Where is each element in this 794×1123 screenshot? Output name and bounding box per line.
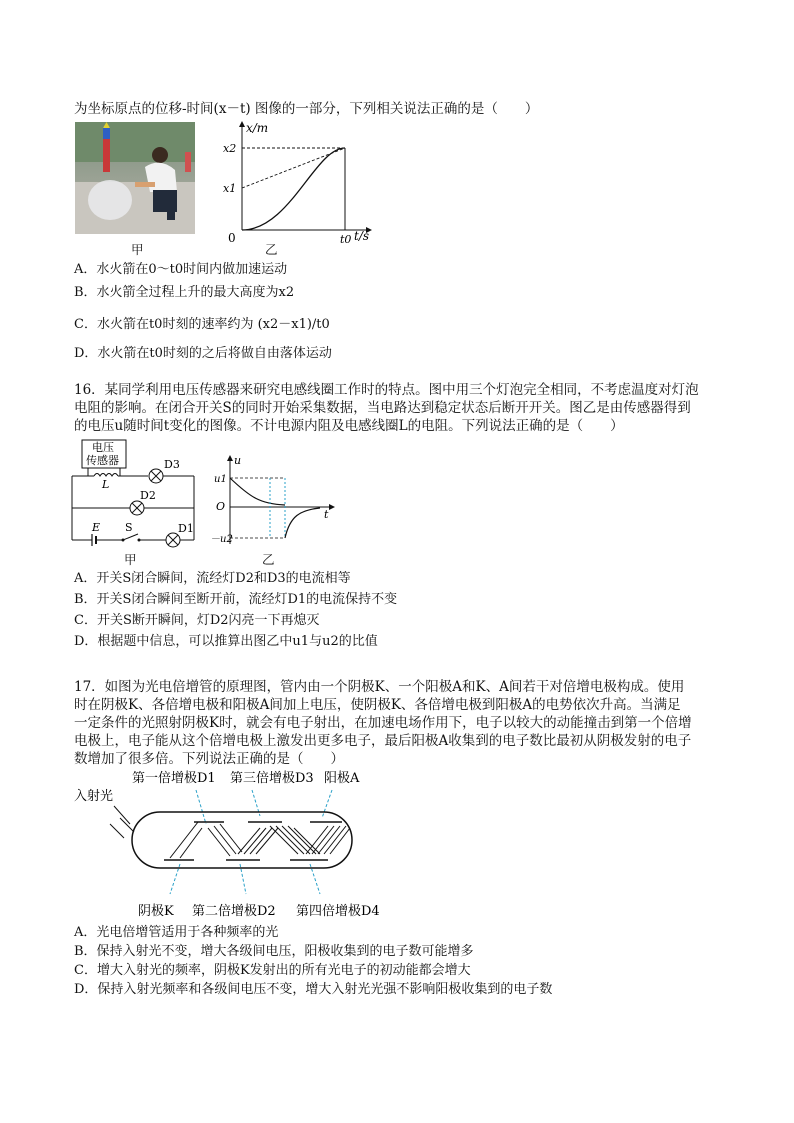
sensor-label-2: 传感器 [86,454,119,467]
origin-label: O [216,500,226,513]
y-axis-label: x/m [246,121,269,135]
q16-stem-line2: 电阻的影响。在闭合开关S的同时开始采集数据，当电路达到稳定状态后断开开关。图乙是由传感器得到 [74,400,691,416]
q17-option-d[interactable]: D．保持入射光频率和各级间电压不变，增大入射光光强不影响阳极收集到的电子数 [74,982,553,997]
source-label: E [92,521,101,534]
q17-stem-line4: 电极上，电子能从这个倍增电极上激发出更多电子，最后阳极A收集到的电子数比最初从阴极发射的电子 [74,733,692,749]
inductor-label: L [102,478,110,491]
q16-ut-graph [210,452,340,548]
q17-stem-line2: 时在阴极K、各倍增电极和阳极A间加上电压，使阴极K、各倍增电极到阳极A的电势依次升高。当满足 [74,697,681,713]
label-d3: 第三倍增极D3 [230,771,314,786]
y-tick-x1: x1 [223,182,237,195]
switch-s [123,534,138,540]
q17-stem-line1: 17．如图为光电倍增管的原理图，管内由一个阴极K、一个阳极A和K、A间若干对倍增电极构成。使用 [74,679,685,695]
lamp-d2-label: D2 [140,489,156,502]
label-d2: 第二倍增极D2 [192,904,276,919]
q16-option-a[interactable]: A．开关S闭合瞬间，流经灯D2和D3的电流相等 [74,571,351,586]
q15-fig-a-caption: 甲 [131,242,144,257]
q15-xt-graph [220,118,380,248]
q16-circuit-diagram [68,436,200,548]
inductor-coil [94,474,118,477]
y-tick-x2: x2 [223,142,237,155]
switch-label: S [125,521,133,534]
xt-curve [242,148,345,230]
x-tick-t0: t0 [340,233,352,246]
q16-stem-line1: 16．某同学利用电压传感器来研究电感线圈工作时的特点。图中用三个灯泡完全相同，不考虑温度对灯泡 [74,382,699,398]
q15-option-d[interactable]: D．水火箭在t0时刻的之后将做自由落体运动 [74,346,332,361]
label-cathode: 阴极K [138,904,174,919]
label-d4: 第四倍增极D4 [296,904,380,919]
ut-curve-closed [230,478,285,505]
t-axis-label: t [324,508,329,521]
label-incident-light: 入射光 [74,789,114,804]
label-d1: 第一倍增极D1 [132,771,216,786]
q17-option-c[interactable]: C．增大入射光的频率，阴极K发射出的所有光电子的初动能都会增大 [74,963,471,978]
q16-option-d[interactable]: D．根据题中信息，可以推算出图乙中u1与u2的比值 [74,634,378,649]
x-axis-label: t/s [354,229,370,243]
label-anode: 阳极A [324,771,360,786]
q15-option-a[interactable]: A．水火箭在0～t0时间内做加速运动 [74,262,288,277]
q16-stem-line3: 的电压u随时间t变化的图像。不计电源内阻及电感线圈L的电阻。下列说法正确的是（ ） [74,418,624,434]
q15-fig-b-caption: 乙 [265,242,278,257]
lamp-d1-label: D1 [178,522,194,535]
u-axis-label: u [234,454,242,467]
q17-option-a[interactable]: A．光电倍增管适用于各种频率的光 [74,925,279,940]
graph-origin: 0 [228,231,236,245]
q15-stem: 为坐标原点的位移-时间(x－t) 图像的一部分，下列相关说法正确的是（ ） [74,101,539,117]
q17-stem-line5: 数增加了很多倍。下列说法正确的是（ ） [74,751,344,767]
ut-curve-open [285,508,320,538]
q15-option-b[interactable]: B．水火箭全过程上升的最大高度为x2 [74,285,295,300]
sensor-label-1: 电压 [92,441,114,454]
water-rocket-photo [75,122,195,234]
q16-fig-b-caption: 乙 [262,552,275,567]
u2-label: －u2 [210,534,233,545]
lamp-d3-label: D3 [164,458,180,471]
q17-option-b[interactable]: B．保持入射光不变，增大各级间电压，阳极收集到的电子数可能增多 [74,944,474,959]
q16-fig-a-caption: 甲 [124,552,137,567]
q15-option-c[interactable]: C．水火箭在t0时刻的速率约为 (x2－x1)/t0 [74,317,330,332]
q16-option-c[interactable]: C．开关S断开瞬间，灯D2闪亮一下再熄灭 [74,613,320,628]
u1-label: u1 [214,474,227,485]
q17-stem-line3: 一定条件的光照射阴极K时，就会有电子射出，在加速电场作用下，电子以较大的动能撞击到第一个倍增 [74,715,692,731]
q16-option-b[interactable]: B．开关S闭合瞬间至断开前，流经灯D1的电流保持不变 [74,592,398,607]
q17-photomultiplier-diagram [70,766,400,922]
